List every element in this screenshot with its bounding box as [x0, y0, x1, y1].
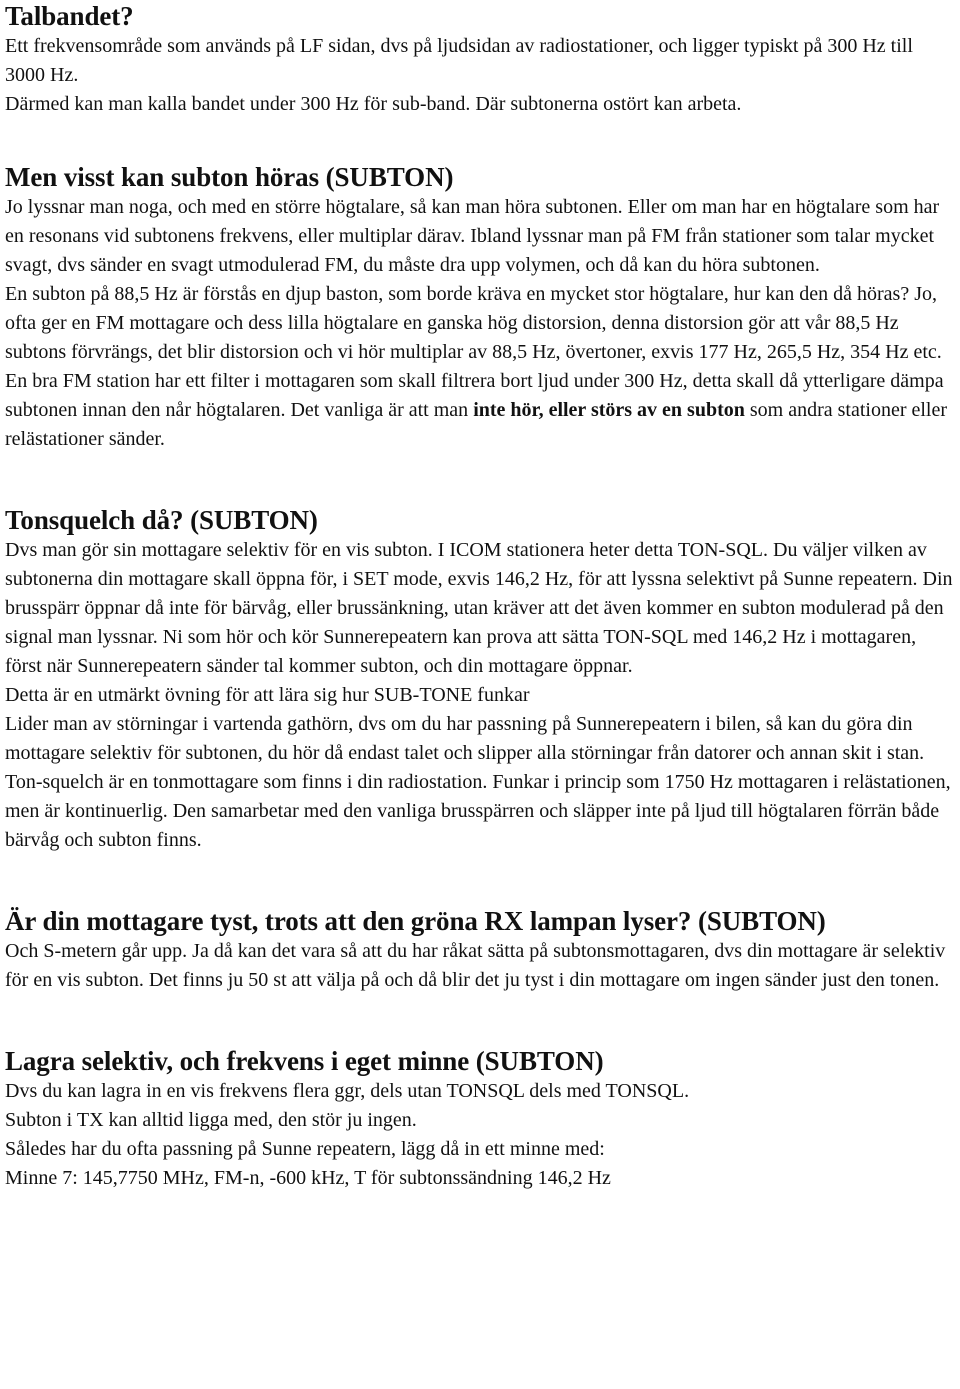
paragraph: Detta är en utmärkt övning för att lära sig hur SUB-TONE funkar	[5, 684, 530, 706]
paragraph: Och S-metern går upp. Ja då kan det vara så att du har råkat sätta på subtonsmottagaren, dvs din mottagare är selektiv för en vis subton. Det finns ju 50 st att välja på och då blir det ju tyst i din mottagare om ingen sänder just den tonen.	[5, 940, 946, 991]
paragraph: Subton i TX kan alltid ligga med, den stör ju ingen.	[5, 1109, 417, 1131]
paragraph: Minne 7: 145,7750 MHz, FM-n, -600 kHz, T för subtonssändning 146,2 Hz	[5, 1167, 611, 1189]
paragraph: Därmed kan man kalla bandet under 300 Hz för sub-band. Där subtonerna ostört kan arbeta.	[5, 93, 742, 115]
heading-tonsquelch: Tonsquelch då? (SUBTON)	[5, 505, 318, 535]
heading-men-visst: Men visst kan subton höras (SUBTON)	[5, 162, 454, 192]
paragraph: Jo lyssnar man noga, och med en större högtalare, så kan man höra subtonen. Eller om man har en högtalare som har en resonans vid subtonens frekvens, eller multiplar därav. Ibland lyssnar man på FM från stationer som talar mycket svagt, dvs sänder en svagt utmodulerad FM, du måste dra upp volymen, och då kan du höra subtonen.	[5, 196, 940, 276]
paragraph: Dvs man gör sin mottagare selektiv för en vis subton. I ICOM stationera heter detta TON-SQL. Du väljer vilken av subtonerna din mottagare skall öppna för, i SET mode, exvis 146,2 Hz, för att lyssna selektivt på Sunne repeatern. Din brusspärr öppnar då inte för bärvåg, eller brussänkning, utan kräver att det även kommer en subton modulerad på den signal man lyssnar. Ni som hör och kör Sunnerepeatern kan prova att sätta TON-SQL med 146,2 Hz i mottagaren, först när Sunnerepeatern sänder tal kommer subton, och din mottagare öppnar.	[5, 539, 953, 677]
paragraph: Ett frekvensområde som används på LF sidan, dvs på ljudsidan av radiostationer, och ligger typiskt på 300 Hz till 3000 Hz.	[5, 35, 913, 86]
paragraph: Lider man av störningar i vartenda gathörn, dvs om du har passning på Sunnerepeatern i bilen, så kan du göra din mottagare selektiv för subtonen, du hör då endast talet och slipper alla störningar från datorer och annan skit i stan.	[5, 713, 925, 764]
heading-lagra-selektiv: Lagra selektiv, och frekvens i eget minne (SUBTON)	[5, 1046, 604, 1076]
paragraph: Således har du ofta passning på Sunne repeatern, lägg då in ett minne med:	[5, 1138, 605, 1160]
paragraph-with-bold	[5, 280, 954, 454]
section-men-visst	[5, 161, 954, 454]
heading-talbandet: Talbandet?	[5, 1, 134, 31]
paragraph: Ton-squelch är en tonmottagare som finns i din radiostation. Funkar i princip som 1750 Hz mottagaren i relästationen, men är kontinuerlig. Den samarbetar med den vanliga brusspärren och släpper inte på ljud till högtalaren förrän både bärvåg och subton finns.	[5, 771, 951, 851]
paragraph-text-end: som andra stationer eller relästationer sänder.	[5, 399, 948, 450]
section-lagra-selektiv	[5, 1045, 954, 1193]
heading-tyst-mottagare: Är din mottagare tyst, trots att den gröna RX lampan lyser? (SUBTON)	[5, 906, 826, 936]
section-tyst-mottagare	[5, 905, 954, 995]
section-talbandet	[5, 0, 954, 119]
paragraph: Dvs du kan lagra in en vis frekvens flera ggr, dels utan TONSQL dels med TONSQL.	[5, 1080, 690, 1102]
paragraph-text: En subton på 88,5 Hz är förstås en djup baston, som borde kräva en mycket stor högtalare, hur kan den då höras? Jo, ofta ger en FM mottagare och dess lilla högtalare en ganska hög distorsion, denna distorsion gör att vår 88,5 Hz subtons förvrängs, det blir distorsion och vi hör multiplar av 88,5 Hz, övertoner, exvis 177 Hz, 265,5 Hz, 354 Hz etc. En bra FM station har ett filter i mottagaren som skall filtrera bort ljud under 300 Hz, detta skall då ytterligare dämpa subtonen innan den når högtalaren. Det vanliga är att man	[5, 283, 944, 421]
bold-emphasis: inte hör, eller störs av en subton	[473, 399, 745, 421]
section-tonsquelch	[5, 504, 954, 855]
